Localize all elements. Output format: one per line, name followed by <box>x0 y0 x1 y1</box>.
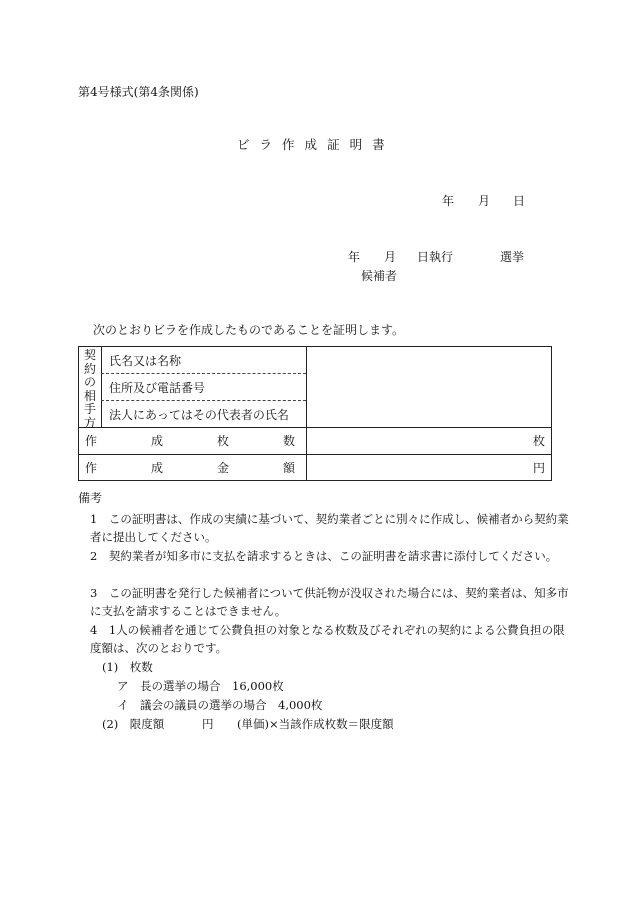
date-day: 日 <box>513 194 526 208</box>
title-char: 明 <box>349 137 363 152</box>
row-name-label: 氏名又は名称 <box>109 354 182 368</box>
date-month: 月 <box>478 194 491 208</box>
remark-item-4: 4 1人の候補者を通じて公費負担の対象となる枚数及びそれぞれの契約による公費負担の限度額は、次のとおりです。 <box>90 623 565 655</box>
election-type: 選挙 <box>500 250 525 264</box>
election-year: 年 <box>348 250 361 264</box>
form-number: 第4号様式(第4条関係) <box>78 85 199 99</box>
row-address-label: 住所及び電話番号 <box>109 381 206 395</box>
certificate-table <box>78 346 552 481</box>
page-title <box>237 137 385 153</box>
count-label: 作 成 枚 数 <box>85 434 295 448</box>
remark-sub-2-formula: (単価)×当該作成枚数＝限度額 <box>237 717 394 731</box>
title-char: ビ <box>237 137 250 152</box>
election-month: 月 <box>384 250 397 264</box>
candidate-label: 候補者 <box>361 269 398 283</box>
statement: 次のとおりビラを作成したものであることを証明します。 <box>93 323 405 337</box>
title-char: ラ <box>259 137 273 152</box>
remark-sub-2-yen: 円 <box>202 717 214 731</box>
remarks-heading: 備考 <box>78 491 103 505</box>
contractor-vertical-label: 契 約 の 相 手 方 <box>83 348 96 430</box>
amount-unit: 円 <box>532 461 545 475</box>
remark-sub-1: (1) 枚数 <box>102 660 153 674</box>
remark-item-2: 2 契約業者が知多市に支払を請求するときは、この証明書を請求書に添付してください。 <box>90 549 558 563</box>
remark-sub-1a: ア 長の選挙の場合 16,000枚 <box>117 679 284 693</box>
remark-item-3: 3 この証明書を発行した候補者について供託物が没収された場合には、契約業者は、知多市に支払を請求することはできません。 <box>90 586 569 618</box>
title-char: 成 <box>304 137 318 152</box>
remark-sub-1b: イ 議会の議員の選挙の場合 4,000枚 <box>117 698 323 712</box>
title-char: 書 <box>372 137 385 152</box>
election-executed: 日執行 <box>417 250 454 264</box>
remark-item-1: 1 この証明書は、作成の実績に基づいて、契約業者ごとに別々に作成し、候補者から契約業者に提出してください。 <box>90 512 569 544</box>
remark-sub-2-label: (2) 限度額 <box>102 717 165 731</box>
count-unit: 枚 <box>532 434 545 448</box>
title-char: 証 <box>327 137 340 152</box>
row-representative-label: 法人にあってはその代表者の氏名 <box>109 408 289 422</box>
amount-label: 作 成 金 額 <box>85 461 295 475</box>
date-year: 年 <box>442 194 455 208</box>
title-char: 作 <box>282 137 295 152</box>
